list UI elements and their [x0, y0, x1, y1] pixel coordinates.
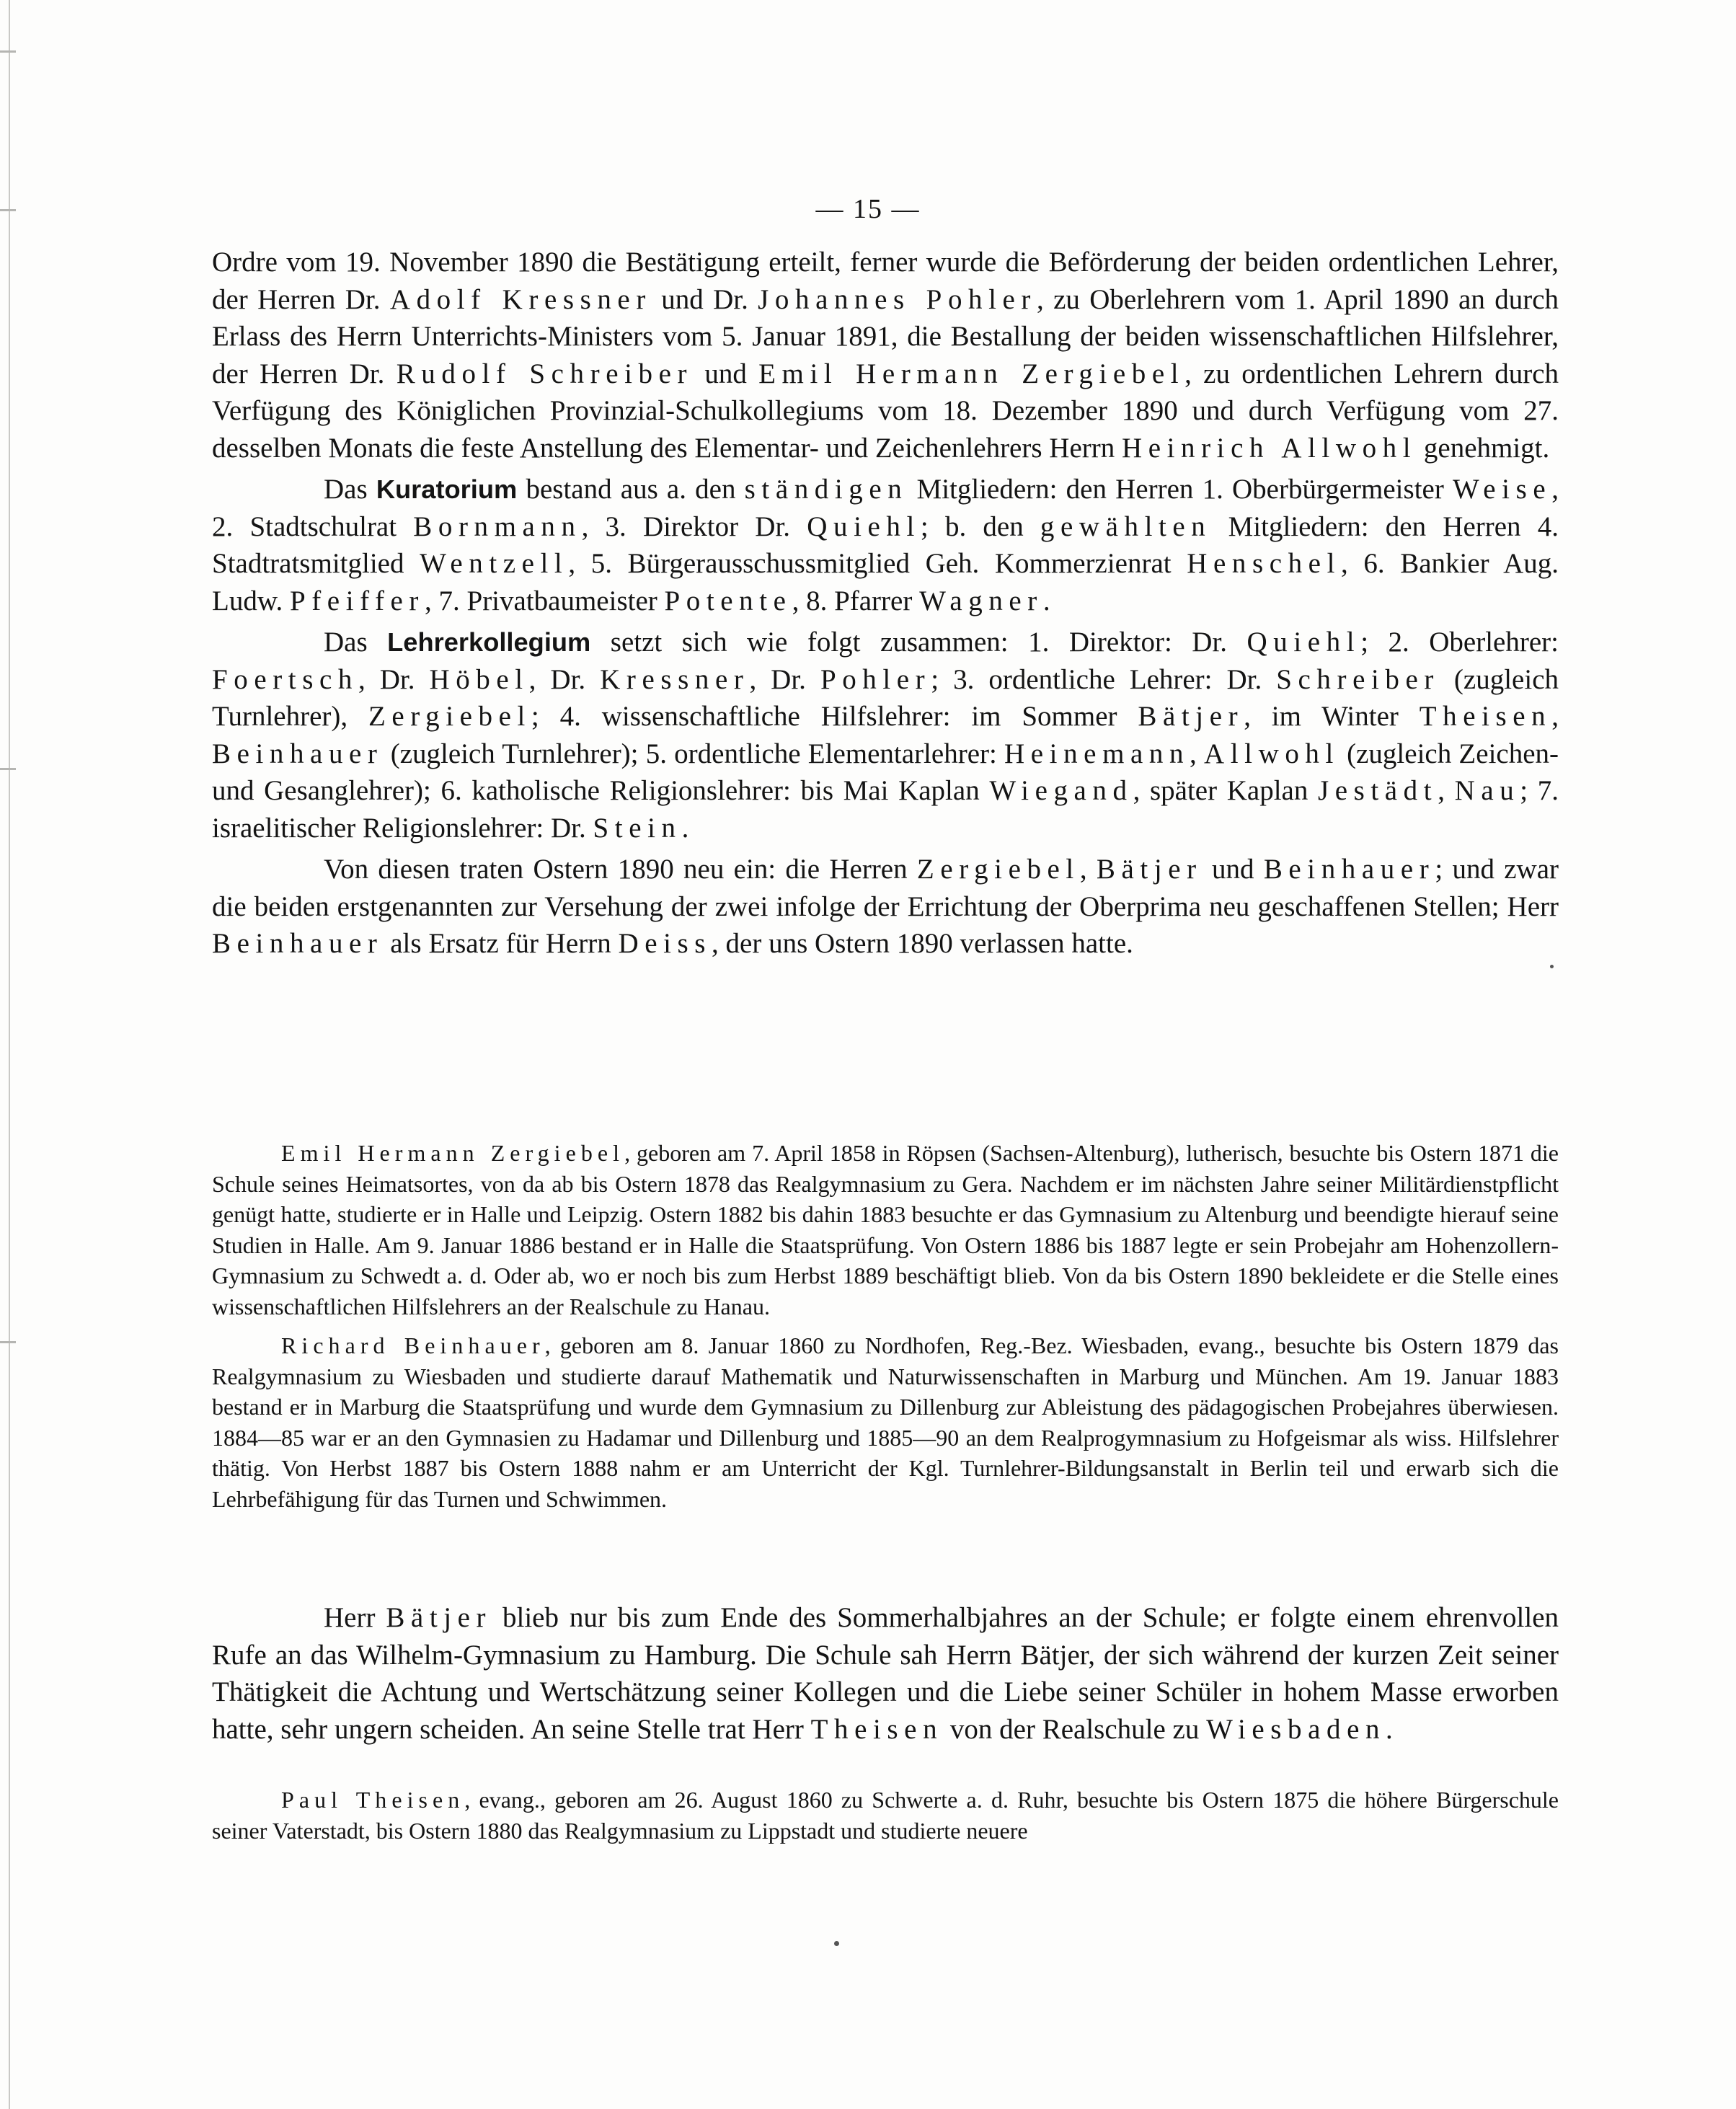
biography-zergiebel: Emil Hermann Zergiebel, geboren am 7. April 1858 in Röpsen (Sachsen-Altenburg), lutherisch, besuchte bis Ostern 1871 die Schule seines Heimatsortes, von da ab bis Ostern 1878 das Realgymnasium zu Gera. Nachdem er im nächsten Jahre seiner Militärdienstpflicht genügt hatte, studierte er in Halle und Leipzig. Ostern 1882 bis dahin 1883 besuchte er das Gymnasium zu Altenburg und beendigte hierauf seine Studien in Halle. Am 9. Januar 1886 bestand er in Halle die Staatsprüfung. Von Ostern 1886 bis 1887 legte er sein Probejahr am Hohenzollern-Gymnasium zu Schwedt a. d. Oder ab, wo er noch bis zum Herbst 1889 beschäftigt blieb. Von da bis Ostern 1890 bekleidete er die Stelle eines wissenschaftlichen Hilfslehrers an der Realschule zu Hanau.	[212, 1140, 1559, 1319]
paragraph-baetjer: Herr Bätjer blieb nur bis zum Ende des Sommerhalbjahres an der Schule; er folgte einem ehrenvollen Rufe an das Wilhelm-Gymnasium zu Hamburg. Die Schule sah Herrn Bätjer, der sich während der kurzen Zeit seiner Thätigkeit die Achtung und Wertschätzung seiner Kollegen und die Liebe seiner Schüler in hohem Masse erworben hatte, sehr ungern scheiden. An seine Stelle trat Herr Theisen von der Realschule zu Wiesbaden.	[212, 1602, 1559, 1745]
paragraph-ordre: Ordre vom 19. November 1890 die Bestätigung erteilt, ferner wurde die Beförderung der beiden ordentlichen Lehrer, der Herren Dr. Adolf Kressner und Dr. Johannes Pohler, zu Oberlehrern vom 1. April 1890 an durch Erlass des Herrn Unterrichts-Ministers vom 5. Januar 1891, die Bestallung der beiden wissenschaftlichen Hilfslehrer, der Herren Dr. Rudolf Schreiber und Emil Hermann Zergiebel, zu ordentlichen Lehrern durch Verfügung des Königlichen Provinzial-Schulkollegiums vom 18. Dezember 1890 und durch Verfügung vom 27. desselben Monats die feste Anstellung des Elementar- und Zeichenlehrers Herrn Heinrich Allwohl genehmigt.	[212, 247, 1559, 464]
paragraph-kuratorium: Das Kuratorium bestand aus a. den ständigen Mitgliedern: den Herren 1. Oberbürgermeister Weise, 2. Stadtschulrat Bornmann, 3. Direktor Dr. Quiehl; b. den gewählten Mitgliedern: den Herren 4. Stadtratsmitglied Wentzell, 5. Bürgerausschussmitglied Geh. Kommerzienrat Henschel, 6. Bankier Aug. Ludw. Pfeiffer, 7. Privatbaumeister Potente, 8. Pfarrer Wagner.	[212, 474, 1559, 616]
main-text-block-2	[212, 1599, 1559, 1748]
biography-block-2	[212, 1785, 1559, 1846]
main-text-block	[212, 244, 1559, 963]
ink-speck	[1550, 965, 1554, 968]
margin-mark	[0, 50, 16, 53]
biography-block	[212, 1138, 1559, 1514]
page-number: — 15 —	[815, 194, 921, 224]
paragraph-lehrerkollegium: Das Lehrerkollegium setzt sich wie folgt zusammen: 1. Direktor: Dr. Quiehl; 2. Oberlehrer: Foertsch, Dr. Höbel, Dr. Kressner, Dr. Pohler; 3. ordentliche Lehrer: Dr. Schreiber (zugleich Turnlehrer), Zergiebel; 4. wissenschaftliche Hilfslehrer: im Sommer Bätjer, im Winter Theisen, Beinhauer (zugleich Turnlehrer); 5. ordentliche Elementarlehrer: Heinemann, Allwohl (zugleich Zeichen- und Gesanglehrer); 6. katholische Religionslehrer: bis Mai Kaplan Wiegand, später Kaplan Jestädt, Nau; 7. israelitischer Religionslehrer: Dr. Stein.	[212, 627, 1559, 844]
biography-beinhauer: Richard Beinhauer, geboren am 8. Januar 1860 zu Nordhofen, Reg.-Bez. Wiesbaden, evang., besuchte bis Ostern 1879 das Realgymnasium zu Wiesbaden und studierte darauf Mathematik und Naturwissenschaften in Marburg und München. Am 19. Januar 1883 bestand er in Marburg die Staatsprüfung und wurde dem Gymnasium zu Dillenburg zur Ableistung des pädagogischen Probejahres überwiesen. 1884—85 war er an den Gymnasien zu Hadamar und Dillenburg und 1885—90 an dem Realprogymnasium zu Hofgeismar als wiss. Hilfslehrer thätig. Von Herbst 1887 bis Ostern 1888 nahm er am Unterricht der Kgl. Turnlehrer-Bildungsanstalt in Berlin teil und erwarb sich die Lehrbefähigung für das Turnen und Schwimmen.	[212, 1332, 1559, 1512]
binding-edge	[9, 0, 10, 2109]
paragraph-neueintritte: Von diesen traten Ostern 1890 neu ein: die Herren Zergiebel, Bätjer und Beinhauer; und zwar die beiden erstgenannten zur Versehung der zwei infolge der Errichtung der Oberprima neu geschaffenen Stellen; Herr Beinhauer als Ersatz für Herrn Deiss, der uns Ostern 1890 verlassen hatte.	[212, 854, 1559, 959]
ink-speck	[834, 1941, 839, 1946]
biography-theisen: Paul Theisen, evang., geboren am 26. August 1860 zu Schwerte a. d. Ruhr, besuchte bis Ostern 1875 die höhere Bürgerschule seiner Vaterstadt, bis Ostern 1880 das Realgymnasium zu Lippstadt und studierte neuere	[212, 1787, 1559, 1844]
margin-mark	[0, 1341, 16, 1343]
margin-mark	[0, 768, 16, 770]
